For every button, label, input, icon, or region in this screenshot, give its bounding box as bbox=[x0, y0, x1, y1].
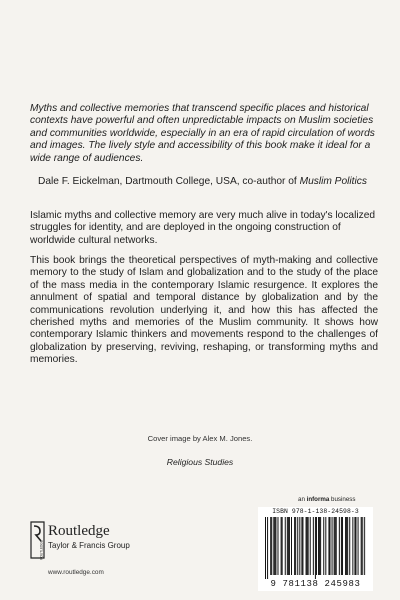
barcode-bar bbox=[336, 517, 337, 575]
barcode-bar bbox=[287, 517, 288, 575]
barcode-bar bbox=[299, 517, 300, 575]
informa-suffix: business bbox=[329, 496, 356, 503]
barcode-bar bbox=[281, 517, 282, 575]
barcode-bar bbox=[339, 517, 340, 575]
barcode-bar bbox=[270, 517, 271, 575]
attribution-text: Dale F. Eickelman, Dartmouth College, USA, co-author of bbox=[38, 176, 300, 187]
barcode-bar bbox=[345, 517, 346, 575]
barcode-bar bbox=[274, 517, 275, 575]
barcode-bar bbox=[277, 517, 278, 575]
barcode-bar bbox=[285, 517, 286, 575]
publisher-url: www.routledge.com bbox=[48, 569, 104, 576]
barcode-bar bbox=[332, 517, 333, 575]
informa-brand: informa bbox=[306, 496, 330, 503]
subject-category: Religious Studies bbox=[166, 457, 234, 467]
publisher-name: Routledge bbox=[48, 523, 110, 539]
barcode-bar bbox=[316, 517, 317, 575]
informa-tagline bbox=[298, 496, 355, 503]
isbn-text: ISBN 978-1-138-24598-3 bbox=[272, 508, 359, 515]
routledge-logo-icon bbox=[30, 520, 45, 560]
barcode-bar bbox=[271, 517, 272, 575]
cover-image-credit: Cover image by Alex M. Jones. bbox=[147, 434, 253, 443]
barcode-bar bbox=[288, 517, 289, 575]
barcode-bar bbox=[265, 517, 266, 579]
barcode-bar bbox=[364, 517, 365, 575]
endorsement-quote-text: Myths and collective memories that transcend specific places and historical contexts have powerful and often unpredictable impacts on Muslim societies and communities worldwide, especially in an era of rapid circulation of words and images. The lively style and accessibility of this book make it ideal for a wide range of audiences. bbox=[30, 103, 375, 164]
barcode-bar bbox=[355, 517, 356, 575]
barcode-bar bbox=[273, 517, 274, 575]
barcode-bar bbox=[358, 517, 359, 575]
barcode-bar bbox=[349, 517, 350, 575]
barcode-bar bbox=[325, 517, 326, 575]
barcode-bar bbox=[319, 517, 320, 575]
informa-prefix: an bbox=[298, 496, 307, 503]
barcode-bar bbox=[275, 517, 276, 575]
barcode-bar bbox=[302, 517, 303, 575]
barcode-bar bbox=[282, 517, 283, 575]
barcode-bar bbox=[289, 517, 290, 575]
barcode-digits: 9 781138 245983 bbox=[270, 579, 361, 589]
description-paragraph-2: This book brings the theoretical perspectives of myth-making and collective memory to the study of Islam and globalization and to the study of the place of the mass media in the contemporary Islamic resurgence. It explores the annulment of spatial and temporal distance by globalization and by the communications revolution underlying it, and how this has affected the cherished myths and memories of the Muslim community. It shows how contemporary Islamic thinkers and movements respond to the challenges of globalization by preserving, reviving, reshaping, or transforming myths and memories. bbox=[30, 255, 378, 366]
barcode-bar bbox=[342, 517, 343, 575]
endorsement-quote bbox=[30, 103, 380, 165]
barcode-bar bbox=[307, 517, 308, 575]
barcode-bar bbox=[329, 517, 330, 575]
barcode-bar bbox=[294, 517, 295, 575]
barcode-bar bbox=[346, 517, 347, 575]
barcode-bar bbox=[341, 517, 342, 575]
barcode-bar bbox=[291, 517, 292, 575]
barcode-bar bbox=[334, 517, 335, 575]
publisher-group: Taylor & Francis Group bbox=[48, 541, 130, 550]
barcode-bar bbox=[295, 517, 296, 575]
barcode-bar bbox=[361, 517, 362, 575]
barcode-bar bbox=[320, 517, 321, 575]
barcode-bar bbox=[313, 517, 314, 575]
endorsement-attribution bbox=[38, 176, 388, 188]
description-paragraph-1: Islamic myths and collective memory are very much alive in today's localized struggles for identity, and are deployed in the ongoing construction of worldwide cultural networks. bbox=[30, 210, 376, 246]
barcode-bar bbox=[362, 517, 363, 575]
barcode-bar bbox=[267, 517, 268, 579]
barcode-bar bbox=[315, 517, 316, 579]
logo-vertical-text: ROUTLEDGE bbox=[39, 540, 44, 560]
barcode bbox=[258, 507, 373, 591]
barcode-bar bbox=[310, 517, 311, 575]
barcode-bars bbox=[265, 517, 366, 579]
barcode-bar bbox=[335, 517, 336, 575]
barcode-bar bbox=[308, 517, 309, 575]
barcode-bar bbox=[328, 517, 329, 575]
barcode-bar bbox=[347, 517, 348, 575]
barcode-bar bbox=[352, 517, 353, 575]
barcode-bar bbox=[297, 517, 298, 575]
barcode-bar bbox=[301, 517, 302, 575]
barcode-bar bbox=[318, 517, 319, 575]
barcode-bar bbox=[323, 517, 324, 575]
barcode-bar bbox=[306, 517, 307, 575]
barcode-bar bbox=[354, 517, 355, 575]
attribution-book-title: Muslim Politics bbox=[299, 176, 367, 187]
